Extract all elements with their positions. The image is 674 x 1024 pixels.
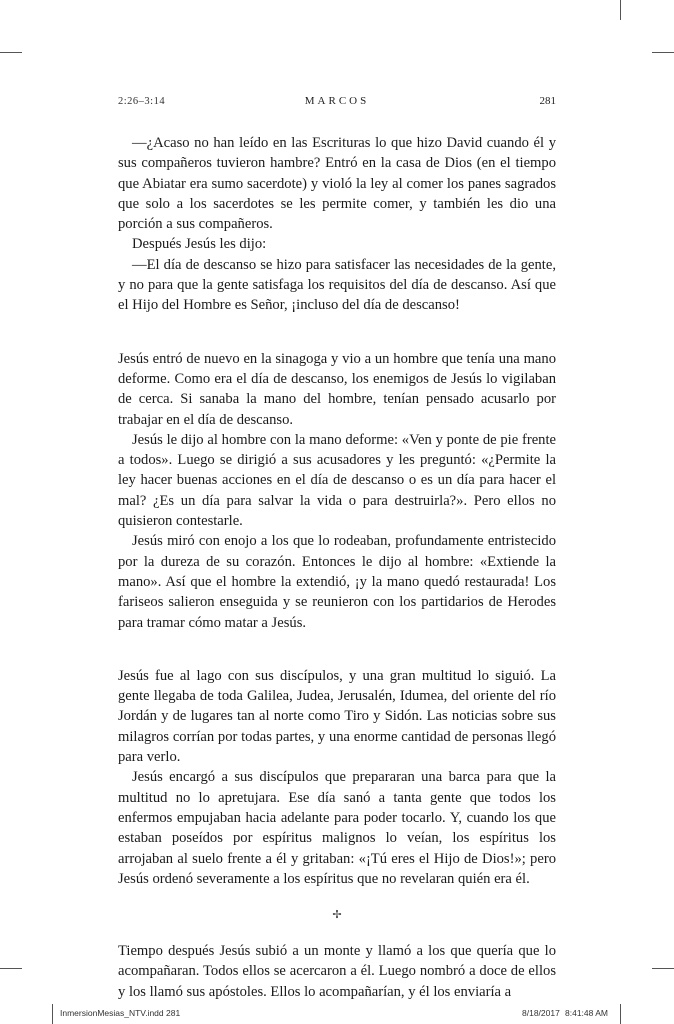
section-break (118, 633, 556, 666)
paragraph: —¿Acaso no han leído en las Escrituras lo que hizo David cuando él y sus compañeros tuvieron hambre? Entró en la casa de Dios (en el tiempo que Abiatar era sumo sacerdote) y violó la ley al comer los panes sagrados que solo a los sacerdotes se les permite comer, y también les dio una porción a sus compañeros. (118, 135, 556, 233)
slug-date: 8/18/2017 (522, 1008, 560, 1018)
paragraph: Después Jesús les dijo: (132, 236, 267, 253)
running-header (118, 95, 556, 111)
section-break (118, 316, 556, 349)
body-text (118, 133, 556, 1002)
paragraph: Tiempo después Jesús subió a un monte y llamó a los que quería que lo acompañaran. Todos ellos se acercaron a él. Luego nombró a doce de ellos y los llamó sus apóstoles. Ellos lo acompañarían, y él los enviaría a (118, 943, 556, 1000)
crop-mark (52, 1004, 53, 1024)
slug-filename: InmersionMesias_NTV.indd 281 (60, 1008, 181, 1018)
crop-mark (0, 52, 22, 53)
paragraph: Jesús miró con enojo a los que lo rodeaban, profundamente entristecido por la dureza de su corazón. Entonces le dijo al hombre: «Extiende la mano». Así que el hombre la extendió, ¡y la mano quedó restaurada! Los fariseos salieron enseguida y se reunieron con los partidarios de Herodes para tramar cómo matar a Jesús. (118, 533, 556, 631)
crop-mark (620, 0, 621, 20)
section-ornament: ✢ (332, 909, 342, 922)
crop-mark (620, 1004, 621, 1024)
paragraph: Jesús fue al lago con sus discípulos, y una gran multitud lo siguió. La gente llegaba de toda Galilea, Judea, Jerusalén, Idumea, del oriente del río Jordán y de lugares tan al norte como Tiro y Sidón. Las noticias sobre sus milagros corrían por todas partes, y una enorme cantidad de personas llegó para verlo. (118, 667, 556, 766)
section-break (118, 889, 556, 909)
crop-mark (0, 968, 22, 969)
section-break (118, 921, 556, 941)
paragraph: Jesús encargó a sus discípulos que prepararan una barca para que la multitud no lo apretujara. Ese día sanó a tanta gente que todos los enfermos empujaban hacia adelante para poder tocarlo. Y, cuando los que estaban poseídos por espíritus malignos lo veían, los espíritus los arrojaban al suelo frente a él y gritaban: «¡Tú eres el Hijo de Dios!»; pero Jesús ordenó severamente a los espíritus que no revelaran quién era él. (118, 769, 556, 887)
paragraph: —El día de descanso se hizo para satisfacer las necesidades de la gente, y no para que la gente satisfaga los requisitos del día de descanso. Así que el Hijo del Hombre es Señor, ¡incluso del día de descanso! (118, 256, 556, 314)
crop-mark (652, 52, 674, 53)
paragraph: Jesús le dijo al hombre con la mano deforme: «Ven y ponte de pie frente a todos». Luego se dirigió a sus acusadores y les preguntó: «¿Permite la ley hacer buenas acciones en el día de descanso o es un día para hacer el mal? ¿Es un día para salvar la vida o para destruirla?». Pero ellos no quisieron contestarle. (118, 431, 556, 530)
slug-time: 8:41:48 AM (565, 1008, 609, 1018)
paragraph: Jesús entró de nuevo en la sinagoga y vio a un hombre que tenía una mano deforme. Como era el día de descanso, los enemigos de Jesús lo vigilaban de cerca. Si sanaba la mano del hombre, tenían pensado acusarlo por trabajar en el día de descanso. (118, 350, 556, 428)
verse-range: 2:26–3:14 (118, 96, 166, 107)
page-number: 281 (539, 95, 556, 107)
book-title: MARCOS (304, 95, 370, 107)
crop-mark (652, 968, 674, 969)
